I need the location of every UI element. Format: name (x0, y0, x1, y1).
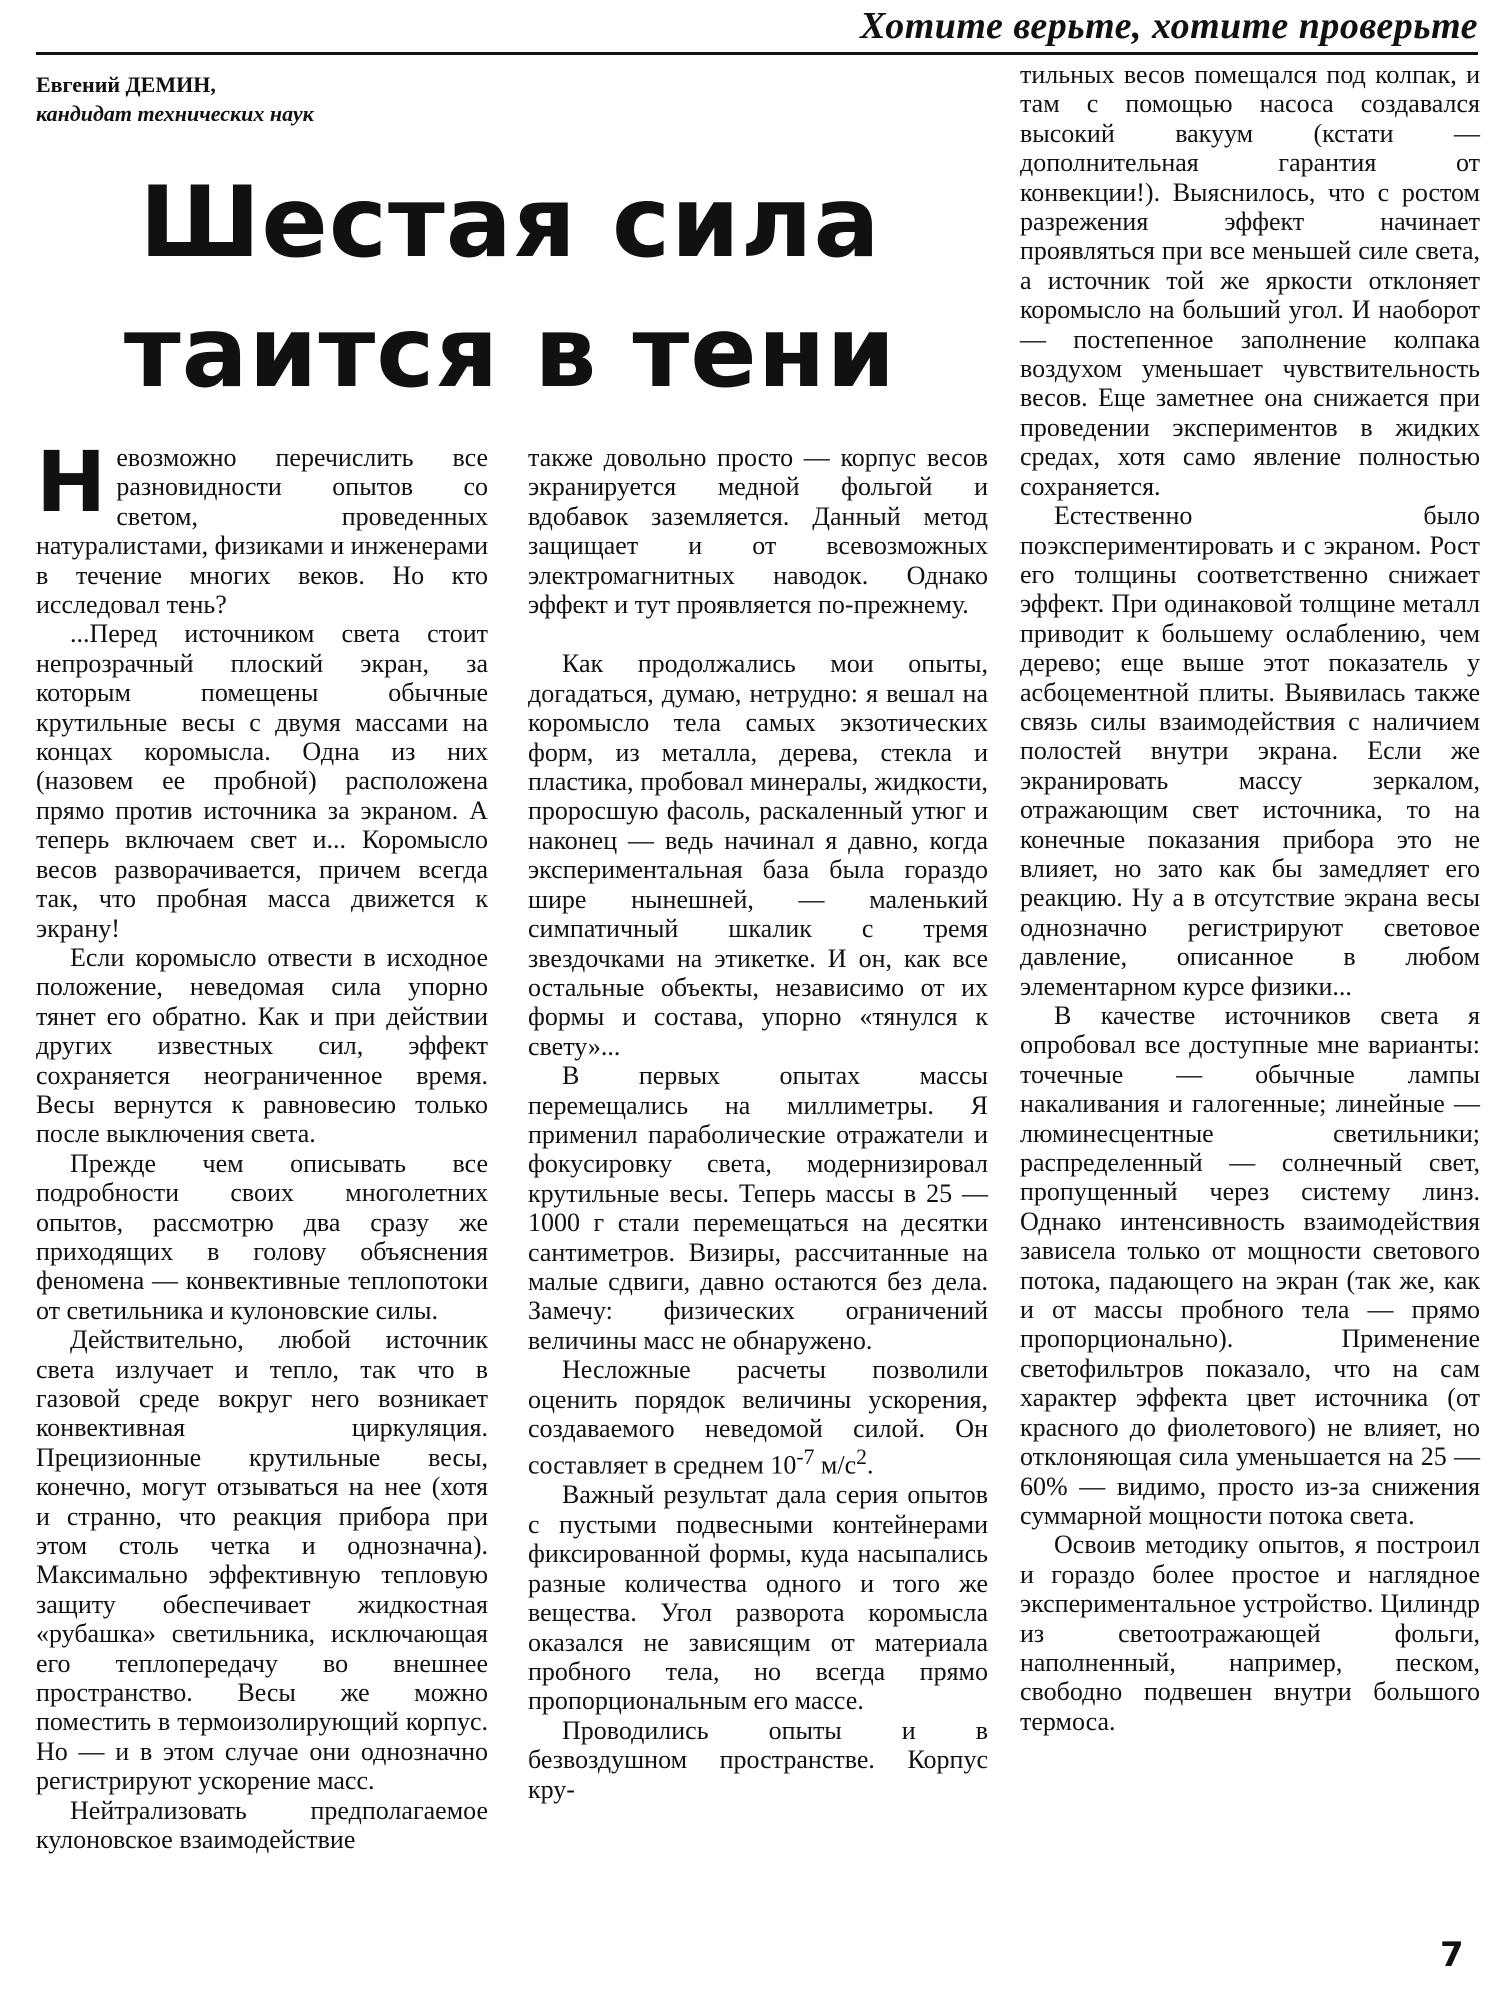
exponent: -7 (796, 1445, 815, 1470)
paragraph: Нейтрализовать предполагаемое кулоновское взаимодействие (36, 1795, 488, 1855)
paragraph: Естественно было поэкспериментировать и с экраном. Рост его толщины соответственно снижает эффект. При одинаковой толщине металл приводит к большему ослаблению, чем дерево; еще выше этот показатель у асбоцементной плиты. Выявилась также связь силы взаимодействия с наличием полостей внутри экрана. Если же экранировать массу зеркалом, отражающим свет источника, то на конечные показания прибора это не влияет, но зато как бы замедляет его реакцию. Ну а в отсутствие экрана весы однозначно регистрируют световое давление, описанное в любом элементарном курсе физики... (1020, 501, 1480, 1001)
paragraph: Освоив методику опытов, я построил и гораздо более простое и наглядное экспериментальное устройство. Цилиндр из светоотражающей фольги, наполненный, например, песком, свободно подвешен внутри большого термоса. (1020, 1530, 1480, 1736)
unit-text: м/с (814, 1451, 857, 1481)
byline (36, 70, 536, 128)
article-headline (90, 158, 930, 418)
paragraph: Проводились опыты и в безвоздушном пространстве. Корпус кру- (528, 1715, 988, 1804)
paragraph: ...Перед источником света стоит непрозрачный плоский экран, за которым помещены обычные крутильные весы с двумя массами на концах коромысла. Одна из них (назовем ее пробной) расположена прямо против источника за экраном. А теперь включаем свет и... Коромысло весов разворачивается, причем всегда так, что пробная масса движется к экрану! (36, 619, 488, 943)
section-rubric: Хотите верьте, хотите проверьте (860, 5, 1478, 47)
headline-line-2: таится в тени (123, 296, 897, 410)
paragraph: Важный результат дала серия опытов с пустыми подвесными контейнерами фиксированной формы, куда насыпались разные количества одного и того же вещества. Угол разворота коромысла оказался не зависящим от материала пробного тела, но всегда прямо пропорциональным его массе. (528, 1480, 988, 1716)
paragraph: Прежде чем описывать все подробности своих многолетних опытов, рассмотрю два сразу же приходящих в голову объяснения феномена — конвективные теплопотоки от светильника и кулоновские силы. (36, 1148, 488, 1325)
paragraph-text: Несложные расчеты позволили оценить порядок величины ускорения, создаваемого неведомой силой. Он составляет в среднем 10 (528, 1355, 988, 1481)
paragraph (36, 433, 488, 620)
paragraph (528, 1355, 988, 1480)
author-credentials: кандидат технических наук (36, 101, 314, 126)
paragraph: тильных весов помещался под колпак, и там с помощью насоса создавался высокий вакуум (кстати — дополнительная гарантия от конвекции!). Выяснилось, что с ростом разрежения эффект начинает проявляться при все меньшей силе света, а источник той же яркости отклоняет коромысло на больший угол. И наоборот — постепенное заполнение колпака воздухом уменьшает чувствительность весов. Еще заметнее она снижается при проведении экспериментов в жидких средах, хотя само явление полностью сохраняется. (1020, 60, 1480, 501)
headline-line-1: Шестая сила (139, 166, 881, 280)
paragraph: В качестве источников света я опробовал все доступные мне варианты: точечные — обычные лампы накаливания и галогенные; линейные — люминесцентные светильники; распределенный — солнечный свет, пропущенный через систему линз. Однако интенсивность взаимодействия зависела только от мощности светового потока, падающего на экран (так же, как и от массы пробного тела — прямо пропорционально). Применение светофильтров показало, что на сам характер эффекта цвет источника (от красного до фиолетового) не влияет, но отклоняющая сила уменьшается на 25 — 60% — видимо, просто из-за снижения суммарной мощности потока света. (1020, 1001, 1480, 1530)
page-number: 7 (1440, 1935, 1464, 1975)
author-name: Евгений ДЕМИН, (36, 72, 216, 97)
paragraph: Как продолжались мои опыты, догадаться, думаю, нетрудно: я вешал на коромысло тела самых экзотических форм, из металла, дерева, стекла и пластика, пробовал минералы, жидкости, проросшую фасоль, раскаленный утюг и наконец — ведь начинал я давно, когда экспериментальная база была гораздо шире нынешней, — маленький симпатичный шкалик с тремя звездочками на этикетке. И он, как все остальные объекты, независимо от их формы и состава, упорно «тянулся к свету»... (528, 649, 988, 1061)
paragraph-text: евозможно перечислить все разновидности опытов со светом, проведенных натуралистами, физиками и инженерами в течение многих веков. Но кто исследовал тень? (36, 443, 488, 620)
paragraph: Действительно, любой источник света излучает и тепло, так что в газовой среде вокруг него возникает конвективная циркуляция. Прецизионные крутильные весы, конечно, могут отзываться на нее (хотя и странно, что реакция прибора при этом столь четка и однозначна). Максимально эффективную тепловую защиту обеспечивает жидкостная «рубашка» светильника, исключающая его теплопередачу во внешнее пространство. Весы же можно поместить в термоизолирующий корпус. Но — и в этом случае они однозначно регистрируют ускорение масс. (36, 1325, 488, 1796)
article-column-2 (528, 443, 988, 1804)
header-rule (36, 52, 1478, 55)
exponent: 2 (856, 1445, 867, 1470)
article-column-3 (1020, 60, 1480, 1736)
paragraph: Если коромысло отвести в исходное положение, неведомая сила упорно тянет его обратно. Как и при действии других известных сил, эффект сохраняется неограниченное время. Весы вернутся к равновесию только после выключения света. (36, 942, 488, 1149)
punctuation: . (866, 1451, 874, 1481)
article-column-1 (36, 433, 488, 1855)
paragraph: В первых опытах массы перемещались на миллиметры. Я применил параболические отражатели и фокусировку света, модернизировал крутильные весы. Теперь массы в 25 — 1000 г стали перемещаться на десятки сантиметров. Визиры, рассчитанные на малые сдвиги, давно остаются без дела. Замечу: физических ограничений величины масс не обнаружено. (528, 1061, 988, 1355)
paragraph: также довольно просто — корпус весов экранируется медной фольгой и вдобавок заземляется. Данный метод защищает и от всевозможных электромагнитных наводок. Однако эффект и тут проявляется по-прежнему. (528, 443, 988, 620)
drop-cap: Н (36, 433, 107, 531)
